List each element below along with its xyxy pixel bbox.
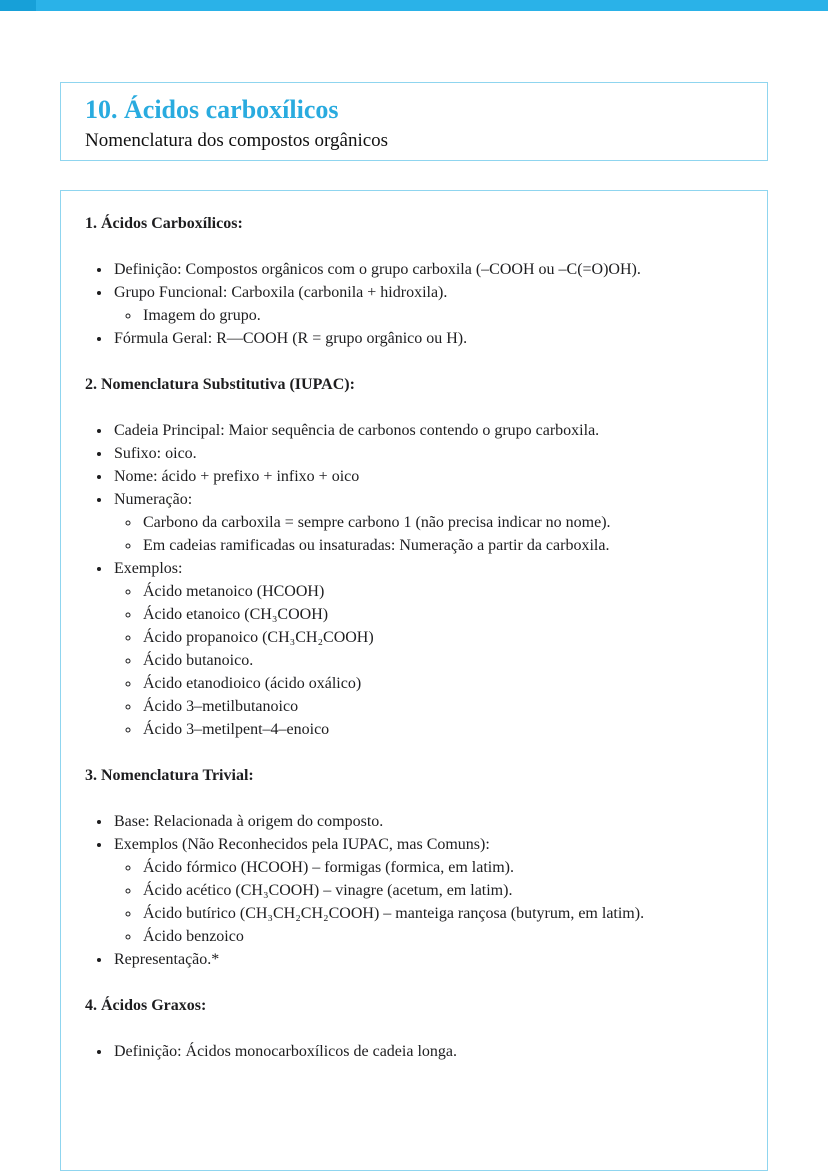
sub-list-item: ◦ Ácido metanoico (HCOOH): [141, 580, 743, 603]
list-item: • Representação.*: [112, 948, 743, 971]
sub-list-item: ◦ Ácido acético (CH₃COOH) – vinagre (acetum, em latim).: [141, 879, 743, 902]
sub-list-item: ◦ Ácido benzoico: [141, 925, 743, 948]
bullet-list: [85, 1040, 743, 1063]
section-heading: 4. Ácidos Graxos:: [85, 997, 207, 1014]
title-box: [60, 82, 768, 161]
sub-list-item: ◦ Ácido butanoico.: [141, 649, 743, 672]
content-box: [60, 190, 768, 1171]
top-bar-accent: [0, 0, 36, 11]
list-item: • Definição: Compostos orgânicos com o grupo carboxila (–COOH ou –C(=O)OH).: [112, 258, 743, 281]
sub-bullet-list: [114, 856, 743, 948]
sub-bullet-list: [114, 580, 743, 741]
list-item: • Exemplos: ◦ Ácido metanoico (HCOOH) ◦ Ácido etanoico (CH₃COOH) ◦ Ácido propanoico (CH₃CH₂COOH) ◦ Ácido butanoico. ◦ Ácido etanodioico (ácido oxálico) ◦ Ácido 3–metilbutanoico ◦ Ácido 3–metilpent–4–enoico: [112, 557, 743, 741]
sub-bullet-list: [114, 511, 743, 557]
sub-list-item: ◦ Ácido propanoico (CH₃CH₂COOH): [141, 626, 743, 649]
sub-list-item: ◦ Em cadeias ramificadas ou insaturadas: Numeração a partir da carboxila.: [141, 534, 743, 557]
sub-list-item: ◦ Carbono da carboxila = sempre carbono 1 (não precisa indicar no nome).: [141, 511, 743, 534]
list-item: • Cadeia Principal: Maior sequência de carbonos contendo o grupo carboxila.: [112, 419, 743, 442]
section-heading: 2. Nomenclatura Substitutiva (IUPAC):: [85, 376, 355, 393]
section-heading: 1. Ácidos Carboxílicos:: [85, 215, 243, 232]
page-subtitle: Nomenclatura dos compostos orgânicos: [85, 130, 389, 151]
list-item: • Sufixo: oico.: [112, 442, 743, 465]
sub-list-item: ◦ Imagem do grupo.: [141, 304, 743, 327]
bullet-list: [85, 419, 743, 741]
bullet-list: [85, 810, 743, 971]
page-title: 10. Ácidos carboxílicos: [85, 95, 339, 124]
sub-list-item: ◦ Ácido etanoico (CH₃COOH): [141, 603, 743, 626]
list-item: • Fórmula Geral: R—COOH (R = grupo orgânico ou H).: [112, 327, 743, 350]
bullet-list: [85, 258, 743, 350]
sub-list-item: ◦ Ácido 3–metilpent–4–enoico: [141, 718, 743, 741]
document-body: [85, 212, 743, 1063]
sub-list-item: ◦ Ácido etanodioico (ácido oxálico): [141, 672, 743, 695]
top-bar: [0, 0, 828, 11]
list-item: • Exemplos (Não Reconhecidos pela IUPAC, mas Comuns): ◦ Ácido fórmico (HCOOH) – formigas (formica, em latim). ◦ Ácido acético (CH₃COOH) – vinagre (acetum, em latim). ◦ Ácido butírico (CH₃CH₂CH₂COOH) – manteiga rançosa (butyrum, em latim). ◦ Ácido benzoico: [112, 833, 743, 948]
sub-list-item: ◦ Ácido 3–metilbutanoico: [141, 695, 743, 718]
list-item: • Base: Relacionada à origem do composto.: [112, 810, 743, 833]
section-heading: 3. Nomenclatura Trivial:: [85, 767, 254, 784]
list-item: • Grupo Funcional: Carboxila (carbonila + hidroxila). ◦ Imagem do grupo.: [112, 281, 743, 327]
list-item: • Numeração: ◦ Carbono da carboxila = sempre carbono 1 (não precisa indicar no nome). ◦ Em cadeias ramificadas ou insaturadas: Numeração a partir da carboxila.: [112, 488, 743, 557]
list-item: • Nome: ácido + prefixo + infixo + oico: [112, 465, 743, 488]
list-item: • Definição: Ácidos monocarboxílicos de cadeia longa.: [112, 1040, 743, 1063]
sub-list-item: ◦ Ácido butírico (CH₃CH₂CH₂COOH) – manteiga rançosa (butyrum, em latim).: [141, 902, 743, 925]
sub-list-item: ◦ Ácido fórmico (HCOOH) – formigas (formica, em latim).: [141, 856, 743, 879]
sub-bullet-list: [114, 304, 743, 327]
